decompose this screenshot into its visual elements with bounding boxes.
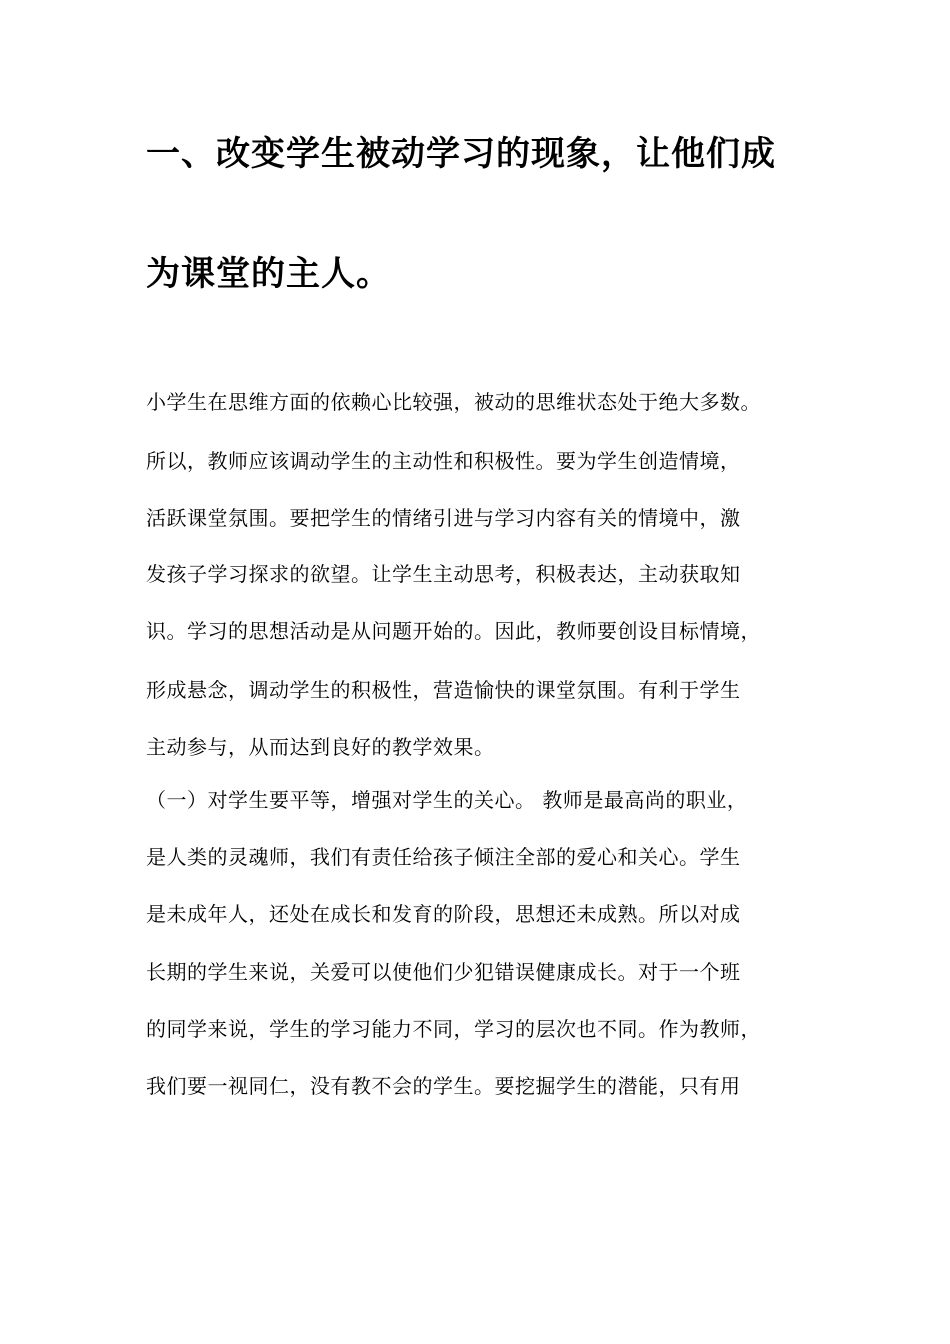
paragraph-line-13: 我们要一视同仁，没有教不会的学生。要挖掘学生的潜能，只有用 [146,1074,741,1098]
paragraph-line-5: 识。学习的思想活动是从问题开始的。因此，教师要创设目标情境， [146,619,761,643]
paragraph-line-11: 长期的学生来说，关爱可以使他们少犯错误健康成长。对于一个班 [146,960,741,984]
paragraph-line-8: （一）对学生要平等，增强对学生的关心。 教师是最高尚的职业， [146,788,748,812]
paragraph-line-2: 所以，教师应该调动学生的主动性和积极性。要为学生创造情境， [146,449,741,473]
paragraph-line-1: 小学生在思维方面的依赖心比较强，被动的思维状态处于绝大多数。 [146,390,761,414]
paragraph-line-6: 形成悬念，调动学生的积极性，营造愉快的课堂氛围。有利于学生 [146,678,741,702]
paragraph-line-12: 的同学来说，学生的学习能力不同，学习的层次也不同。作为教师， [146,1017,761,1041]
paragraph-line-3: 活跃课堂氛围。要把学生的情绪引进与学习内容有关的情境中，激 [146,506,741,530]
paragraph-line-10: 是未成年人，还处在成长和发育的阶段，思想还未成熟。所以对成 [146,902,741,926]
paragraph-line-9: 是人类的灵魂师，我们有责任给孩子倾注全部的爱心和关心。学生 [146,845,741,869]
paragraph-line-4: 发孩子学习探求的欲望。让学生主动思考，积极表达，主动获取知 [146,562,741,586]
section-heading-line-1: 一、改变学生被动学习的现象，让他们成 [146,134,776,174]
section-heading-line-2: 为课堂的主人。 [146,254,391,294]
paragraph-line-7: 主动参与，从而达到良好的教学效果。 [146,735,495,759]
